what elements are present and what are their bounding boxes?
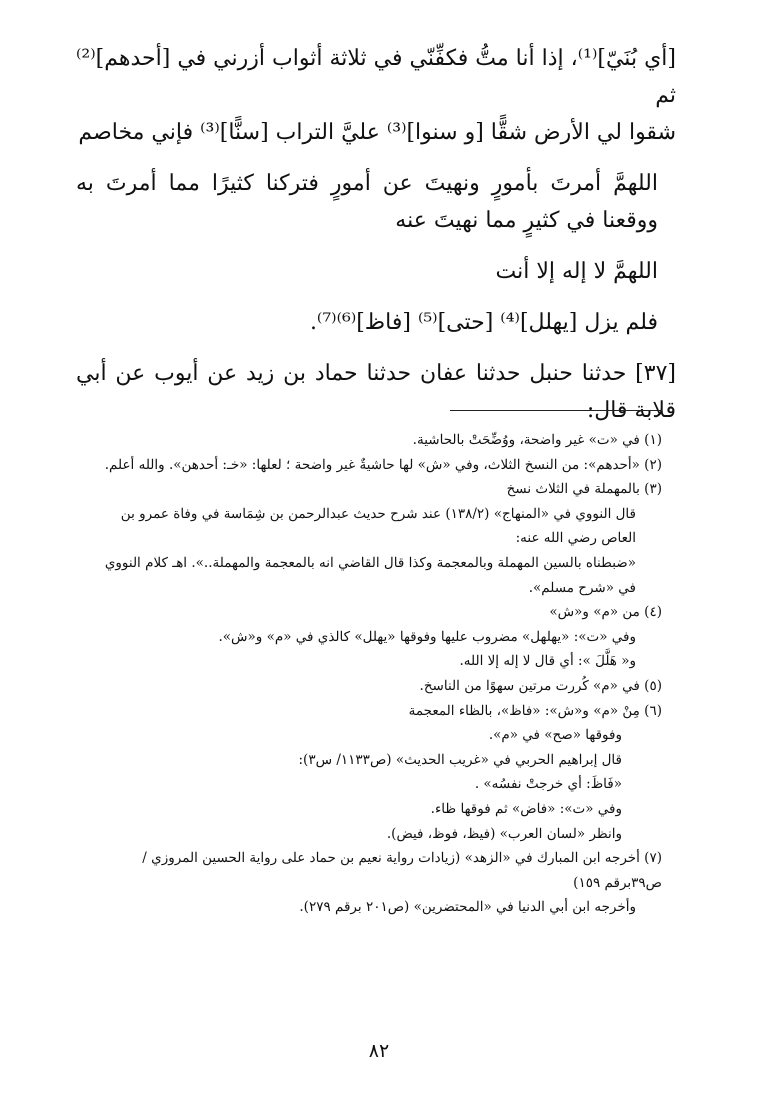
footnotes: [92, 428, 662, 920]
footnote-line: (٥) في «م» كُررت مرتين سهوًا من الناسخ.: [419, 677, 662, 694]
footnote-line: وفي «ت»: «يهلهل» مضروب عليها وفوقها «يهلل» كالذي في «م» و«ش».: [218, 628, 636, 645]
footnote-line: وفوقها «صح» في «م».: [488, 727, 622, 744]
footnote-line: (٧) أخرجه ابن المبارك في «الزهد» (زيادات رواية نعيم بن حماد على رواية الحسين المروزي / ص٣٩برقم ١٥٩): [142, 850, 662, 891]
footnote-line: وانظر «لسان العرب» (فيظ، فوظ، فيض).: [386, 825, 622, 842]
paragraph-1-line-2: شقوا لي الأرض شقًّا [و سنوا]⁽³⁾ عليَّ التراب [سنًّا]⁽³⁾ فإني مخاصم: [78, 120, 676, 145]
paragraph-2: اللهمَّ أمرتَ بأمورٍ ونهيتَ عن أمورٍ فتركنا كثيرًا مما أمرتَ به ووقعنا في كثيرٍ مما نهيتَ عنه: [76, 171, 658, 233]
footnote-separator: [450, 410, 662, 411]
footnote-line: و« هَلَّلَ »: أي قال لا إله إلا الله.: [459, 653, 636, 670]
footnote-line: قال إبراهيم الحربي في «غريب الحديث» (ص١١٣٣/ س٣):: [298, 751, 622, 768]
footnote-line: «ضبطناه بالسين المهملة وبالمعجمة وكذا قال القاضي انه بالمعجمة والمهملة..». اهـ كلام النووي في «شرح مسلم».: [104, 554, 636, 596]
footnote-line: وأخرجه ابن أبي الدنيا في «المحتضرين» (ص٢٠١ برقم ٢٧٩).: [299, 899, 636, 916]
footnote-line: (١) في «ت» غير واضحة، ووُضِّحَتْ بالحاشية.: [412, 432, 662, 448]
footnote-line: (٤) من «م» و«ش»: [549, 604, 662, 621]
footnote-line: قال النووي في «المنهاج» (١٣٨/٢) عند شرح حديث عبدالرحمن بن شِمَاسة في وفاة عمرو بن العاص رضي الله عنه:: [120, 505, 636, 547]
footnote-line: (٢) «أحدهم»: من النسخ الثلاث، وفي «ش» لها حاشيةٌ غير واضحة ؛ لعلها: «خـ: أحدهن». والله أعلم.: [104, 456, 662, 473]
footnote-line: «فَاظَ: أي خرجتْ نفسُه» .: [474, 776, 622, 793]
paragraph-5: [٣٧] حدثنا حنبل حدثنا عفان حدثنا حماد بن زيد عن أيوب عن أبي قلابة قال:: [76, 361, 676, 423]
paragraph-3: اللهمَّ لا إله إلا أنت: [495, 259, 658, 284]
footnote-line: وفي «ت»: «فاض» ثم فوقها ظاء.: [430, 800, 622, 817]
main-text: [76, 40, 676, 429]
footnote-line: (٦) مِنْ «م» و«ش»: «فاظ»، بالظاء المعجمة: [408, 702, 662, 719]
paragraph-4: فلم يزل [يهلل]⁽⁴⁾ [حتى]⁽⁵⁾ [فاظ]⁽⁶⁾⁽⁷⁾.: [309, 310, 658, 335]
page-number: ٨٢: [368, 1040, 390, 1062]
paragraph-1-line-1: [أي بُنَيّ]⁽¹⁾، إذا أنا متُّ فكفِّنّي في ثلاثة أثواب أزرني في [أحدهم]⁽²⁾ ثم: [76, 46, 676, 108]
footnote-line: (٣) بالمهملة في الثلاث نسخ: [506, 481, 662, 498]
